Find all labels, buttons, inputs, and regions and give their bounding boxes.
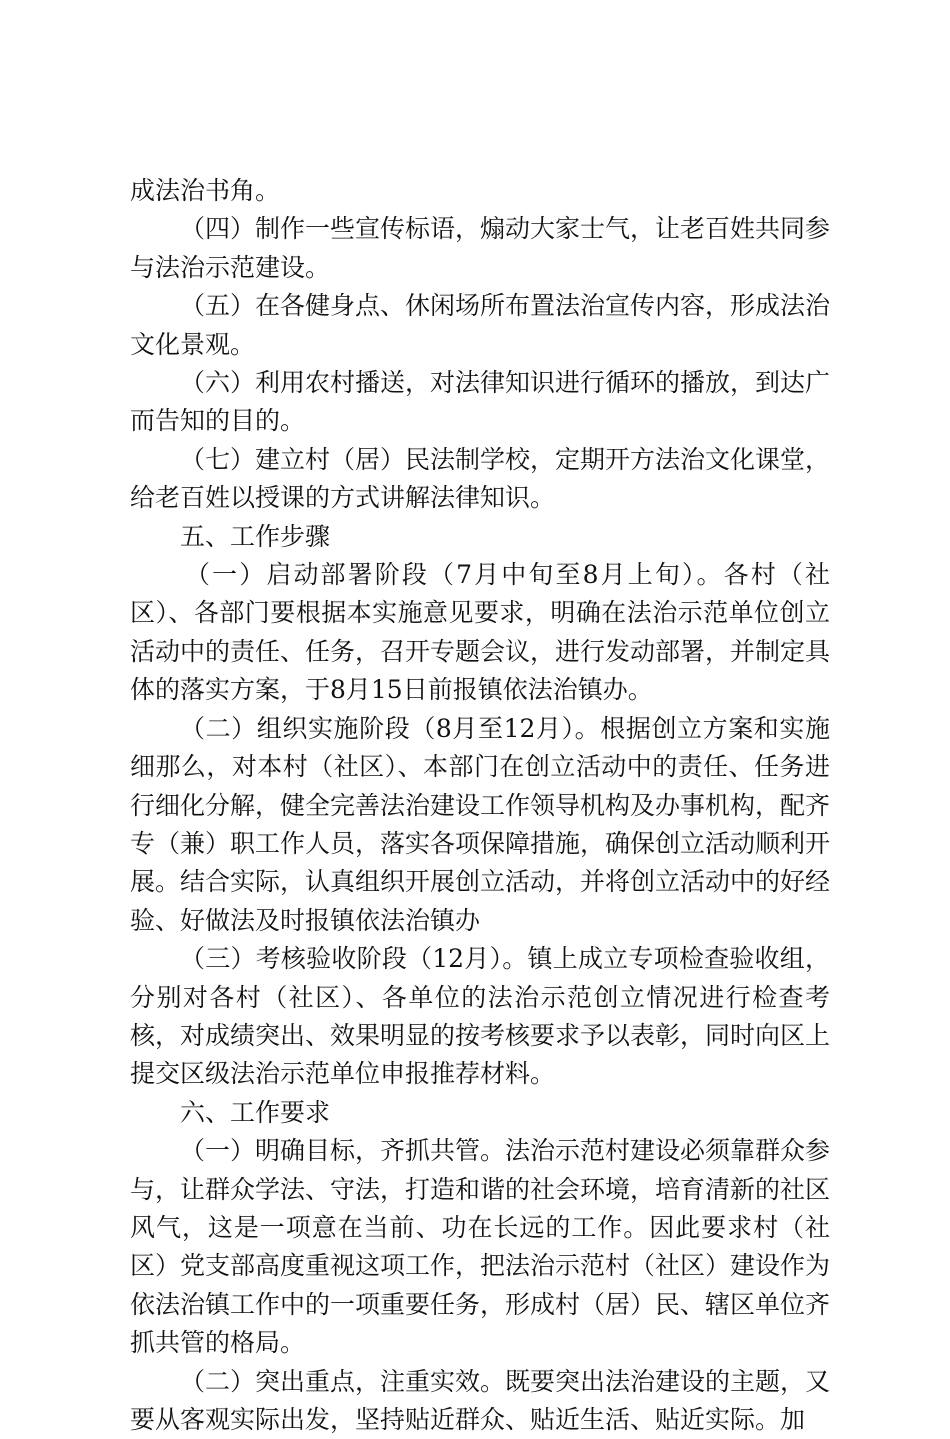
paragraph-item-7: （七）建立村（居）民法制学校，定期开方法治文化课堂，给老百姓以授课的方式讲解法律知识。 — [130, 444, 831, 513]
paragraph-item-6: （六）利用农村播送，对法律知识进行循环的播放，到达广而告知的目的。 — [130, 368, 831, 436]
paragraph-continuation: 成法治书角。 — [130, 176, 281, 205]
paragraph-item-5: （五）在各健身点、休闲场所布置法治宣传内容，形成法治文化景观。 — [130, 291, 831, 359]
section-heading-work-steps: 五、工作步骤 — [180, 521, 331, 551]
paragraph-step-2: （二）组织实施阶段（8月至12月）。根据创立方案和实施细那么，对本村（社区）、本部门在创立活动中的责任、任务进行细化分解，健全完善法治建设工作领导机构及办事机构，配齐专（兼）职工作人员，落实各项保障措施，确保创立活动顺利开展。结合实际，认真组织开展创立活动，并将创立活动中的好经验、好做法及时报镇依法治镇办 — [130, 713, 831, 935]
section-heading-work-requirements: 六、工作要求 — [180, 1097, 331, 1127]
document-body — [130, 172, 830, 1439]
paragraph-requirement-1: （一）明确目标，齐抓共管。法治示范村建设必须靠群众参与，让群众学法、守法，打造和谐的社会环境，培育清新的社区风气，这是一项意在当前、功在长远的工作。因此要求村（社区）党支部高度重视这项工作，把法治示范村（社区）建设作为依法治镇工作中的一项重要任务，形成村（居）民、辖区单位齐抓共管的格局。 — [130, 1136, 831, 1358]
paragraph-step-3: （三）考核验收阶段（12月）。镇上成立专项检查验收组，分别对各村（社区）、各单位的法治示范创立情况进行检查考核，对成绩突出、效果明显的按考核要求予以表彰，同时向区上提交区级法治示范单位申报推荐材料。 — [130, 944, 831, 1089]
paragraph-item-4: （四）制作一些宣传标语，煽动大家士气，让老百姓共同参与法治示范建设。 — [130, 214, 831, 282]
paragraph-requirement-2: （二）突出重点，注重实效。既要突出法治建设的主题，又要从客观实际出发，坚持贴近群众、贴近生活、贴近实际。加 — [130, 1366, 831, 1434]
paragraph-step-1: （一）启动部署阶段（7月中旬至8月上旬）。各村（社区）、各部门要根据本实施意见要求，明确在法治示范单位创立活动中的责任、任务，召开专题会议，进行发动部署，并制定具体的落实方案，于8月15日前报镇依法治镇办。 — [130, 560, 831, 705]
